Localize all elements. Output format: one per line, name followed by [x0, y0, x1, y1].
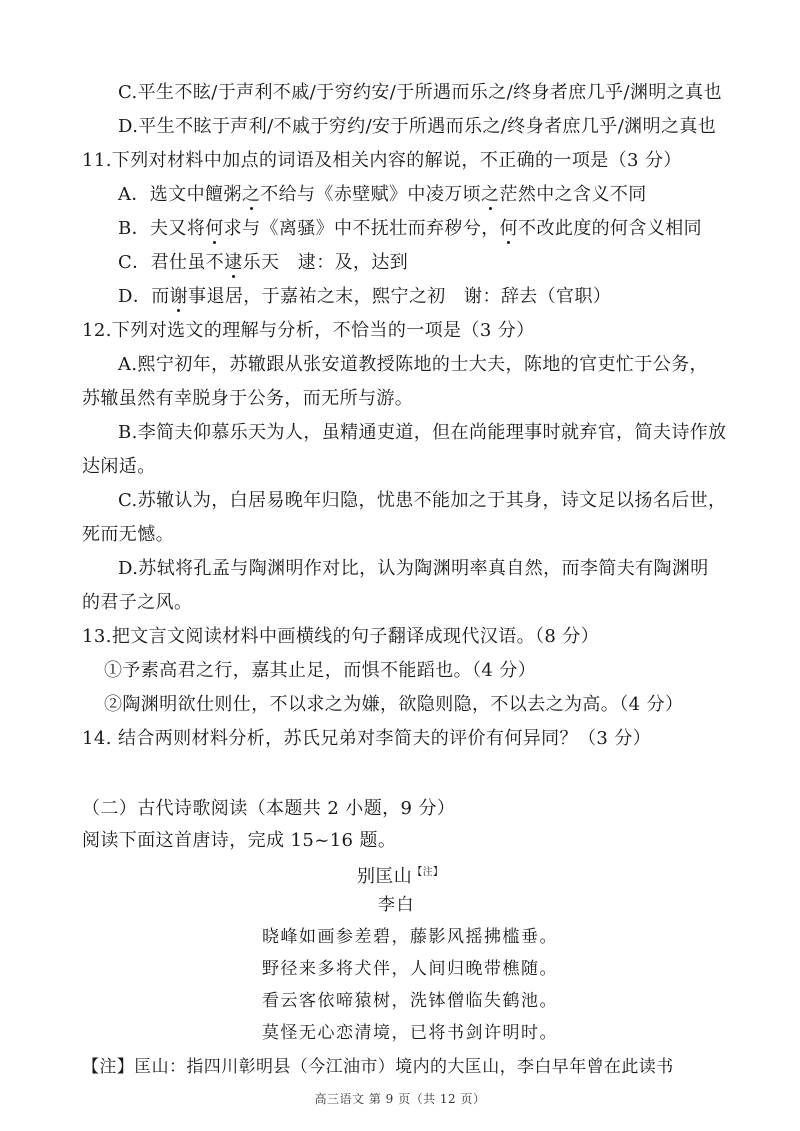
- q12-option-c-line2: 死而无憾。: [82, 524, 174, 545]
- q11-option-a: [118, 183, 647, 207]
- poem-line-1: 晓峰如画参差碧，藤影风摇拂槛垂。: [262, 927, 558, 947]
- q11-a-pre: A．选文中饘粥: [118, 184, 242, 205]
- q11-option-c: [118, 251, 408, 275]
- q13-stem: 13.把文言文阅读材料中画横线的句子翻译成现代汉语。（8 分）: [82, 626, 600, 647]
- q10-option-c: C.平生不眩/于声利不戚/于穷约安/于所遇而乐之/终身者庶几乎/渊明之真也: [118, 82, 722, 103]
- q11-d-pre: D．而: [118, 286, 170, 307]
- q11-a-post: 茫然中之含义不同: [499, 184, 647, 205]
- section-heading: （二）古代诗歌阅读（本题共 2 小题，9 分）: [82, 798, 456, 819]
- emphasis-dot-char: 谢: [169, 286, 189, 307]
- q13-item-2: ②陶渊明欲仕则仕，不以求之为嫌，欲隐则隐，不以去之为高。（4 分）: [104, 694, 684, 715]
- q11-c-pre: C．君仕虽不: [118, 252, 225, 273]
- q11-c-post: 乐天 逮：及，达到: [242, 252, 409, 273]
- poem-title-text: 别匡山: [357, 866, 413, 887]
- q12-option-a-line1: A.熙宁初年，苏辙跟从张安道教授陈地的士大夫，陈地的官吏忙于公务，: [118, 354, 708, 375]
- poem-line-4: 莫怪无心恋清境，已将书剑许明时。: [262, 1023, 558, 1043]
- poem-line-3: 看云客依啼猿树，洗钵僧临失鹤池。: [262, 991, 558, 1011]
- poem-annotation: 【注】匡山：指四川彰明县（今江油市）境内的大匡山，李白早年曾在此读书: [82, 1057, 674, 1077]
- q10-option-d: D.平生不眩于声利/不戚于穷约/安于所遇而乐之/终身者庶几乎/渊明之真也: [118, 116, 717, 137]
- q11-b-pre: B．夫又将: [118, 218, 206, 239]
- q12-option-b-line1: B.李简夫仰慕乐天为人，虽精通吏道，但在尚能理事时就弃官，简夫诗作放: [118, 422, 727, 443]
- q11-a-mid: 不给与《赤壁赋》中凌万顷: [260, 184, 482, 205]
- emphasis-dot-char: 之: [241, 184, 261, 205]
- page-footer: 高三语文 第 9 页（共 12 页）: [314, 1092, 486, 1106]
- q12-stem: 12.下列对选文的理解与分析，不恰当的一项是（3 分）: [82, 320, 535, 341]
- q11-b-mid: 求与《离骚》中不抚壮而弃秽兮，: [223, 218, 500, 239]
- poem-note-mark: 【注】: [412, 867, 444, 878]
- emphasis-dot-char: 何: [499, 218, 519, 239]
- poem-title: [357, 861, 443, 889]
- q12-option-d-line1: D.苏轼将孔孟与陶渊明作对比，认为陶渊明率真自然，而李简夫有陶渊明: [118, 558, 709, 579]
- q11-stem: 11.下列对材料中加点的词语及相关内容的解说，不正确的一项是（3 分）: [82, 150, 682, 171]
- q12-option-c-line1: C.苏辙认为，白居易晚年归隐，忧患不能加之于其身，诗文足以扬名后世，: [118, 490, 727, 511]
- q14-stem: 14. 结合两则材料分析，苏氏兄弟对李简夫的评价有何异同？（3 分）: [82, 728, 652, 749]
- q11-d-post: 事退居，于嘉祐之末，熙宁之初 谢：辞去（官职）: [188, 286, 612, 307]
- section-instruction: 阅读下面这首唐诗，完成 15~16 题。: [82, 830, 397, 851]
- poem-author: 李白: [378, 895, 415, 915]
- q11-option-d: [118, 285, 611, 309]
- q12-option-d-line2: 的君子之风。: [82, 592, 193, 613]
- poem-line-2: 野径来多将犬伴，人间归晚带樵随。: [262, 959, 558, 979]
- q11-option-b: [118, 217, 702, 241]
- q12-option-b-line2: 达闲适。: [82, 456, 156, 477]
- emphasis-dot-char: 逮: [224, 252, 243, 273]
- emphasis-dot-char: 何: [205, 218, 224, 239]
- q12-option-a-line2: 苏辙虽然有幸脱身于公务，而无所与游。: [82, 388, 414, 409]
- emphasis-dot-char: 之: [481, 184, 500, 205]
- q13-item-1: ①予素高君之行，嘉其止足，而惧不能蹈也。（4 分）: [104, 660, 537, 681]
- q11-b-post: 不改此度的何含义相同: [518, 218, 703, 239]
